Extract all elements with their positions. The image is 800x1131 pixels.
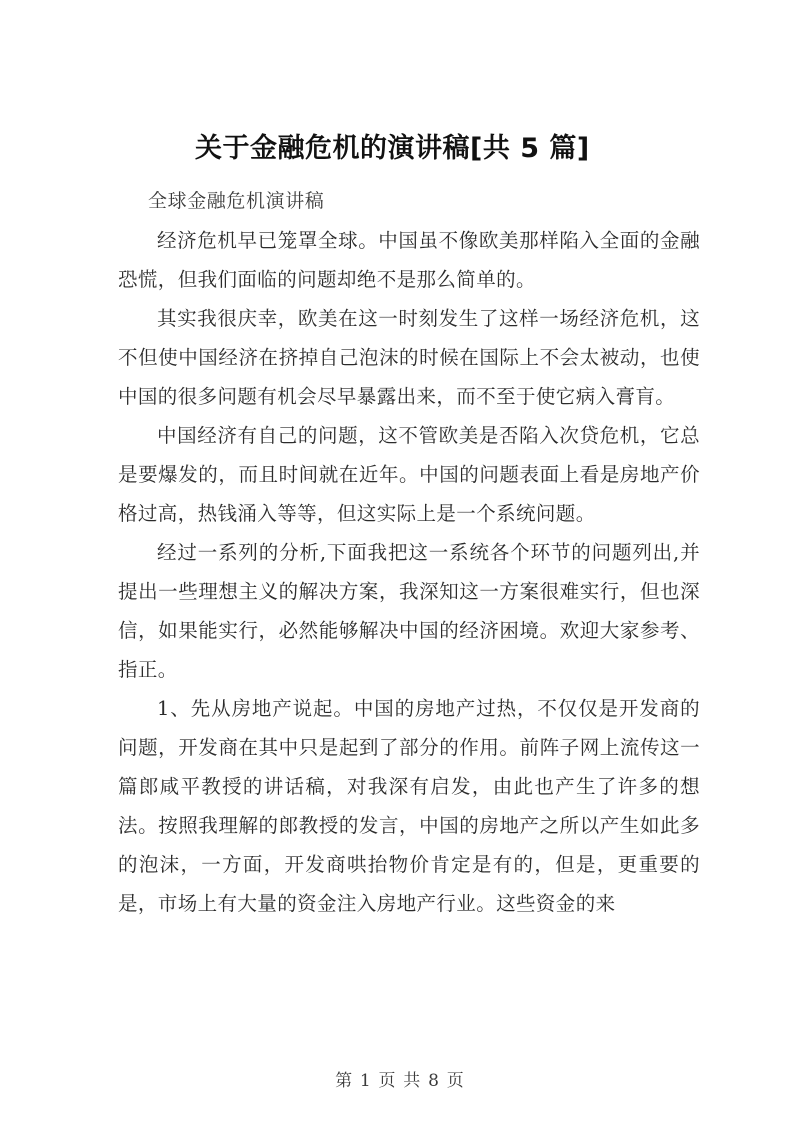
body-paragraph-1: 经济危机早已笼罩全球。中国虽不像欧美那样陷入全面的金融恐慌，但我们面临的问题却绝不是那么简单的。 (118, 229, 700, 291)
page-title: 关于金融危机的演讲稿[共 5 篇] (195, 133, 590, 164)
body-paragraph-4: 经过一系列的分析,下面我把这一系统各个环节的问题列出,并提出一些理想主义的解决方案，我深知这一方案很难实行，但也深信，如果能实行，必然能够解决中国的经济困境。欢迎大家参考、指正。 (118, 541, 700, 681)
document-subtitle: 全球金融危机演讲稿 (148, 190, 325, 212)
page-footer: 第 1 页 共 8 页 (335, 1071, 465, 1091)
body-paragraph-5: 1、先从房地产说起。中国的房地产过热，不仅仅是开发商的问题，开发商在其中只是起到了部分的作用。前阵子网上流传这一篇郎咸平教授的讲话稿，对我深有启发，由此也产生了许多的想法。按照我理解的郎教授的发言，中国的房地产之所以产生如此多的泡沫，一方面，开发商哄抬物价肯定是有的，但是，更重要的是，市场上有大量的资金注入房地产行业。这些资金的来 (118, 697, 700, 915)
document-content (100, 0, 704, 923)
body-paragraph-2: 其实我很庆幸，欧美在这一时刻发生了这样一场经济危机，这不但使中国经济在挤掉自己泡沫的时候在国际上不会太被动，也使中国的很多问题有机会尽早暴露出来，而不至于使它病入膏肓。 (118, 307, 700, 408)
body-paragraph-3: 中国经济有自己的问题，这不管欧美是否陷入次贷危机，它总是要爆发的，而且时间就在近年。中国的问题表面上看是房地产价格过高，热钱涌入等等，但这实际上是一个系统问题。 (118, 424, 700, 525)
